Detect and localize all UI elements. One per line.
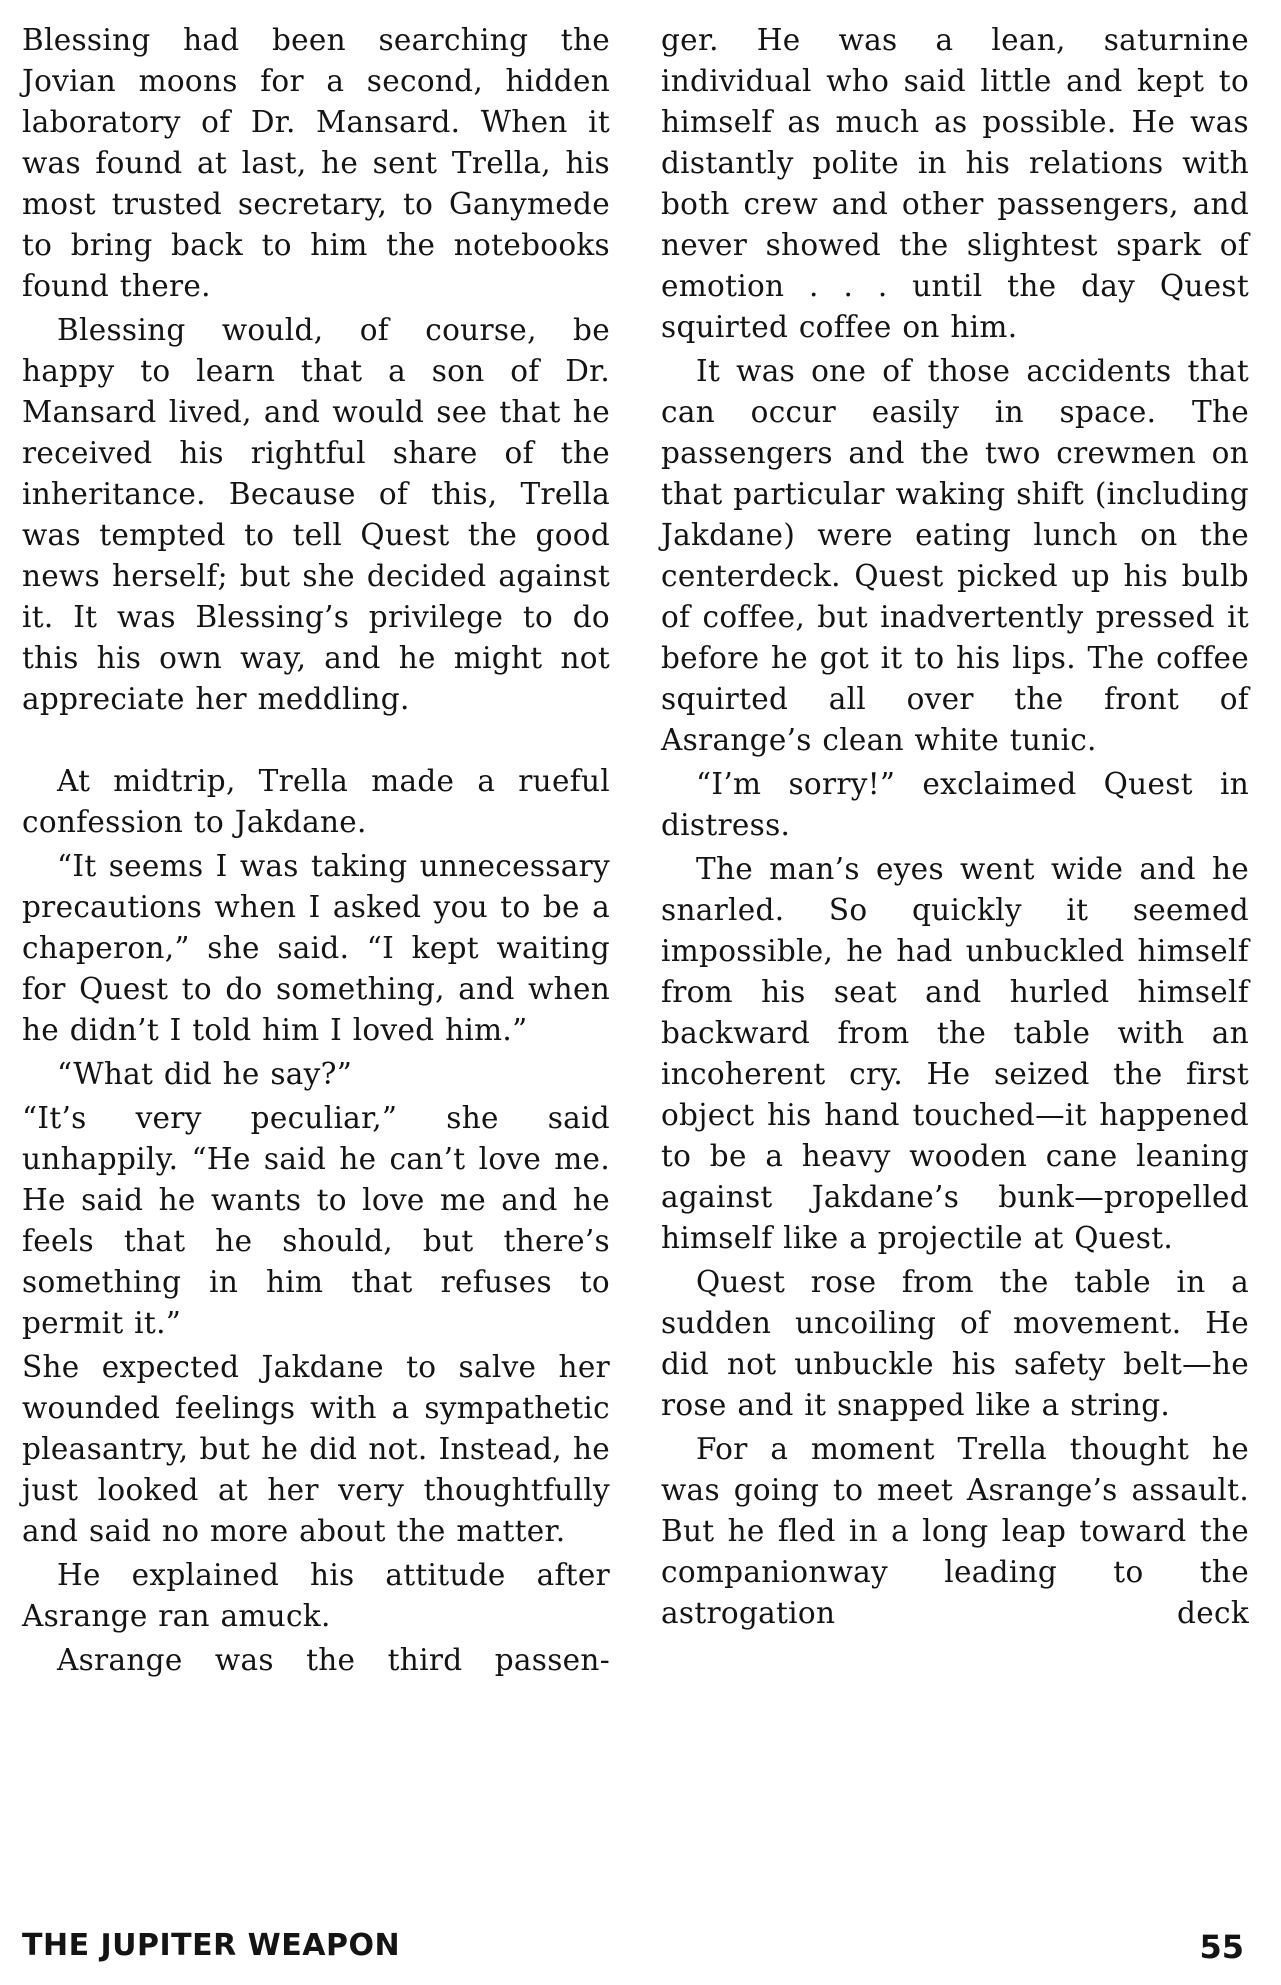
paragraph: Quest rose from the table in a sudden uncoiling of movement. He did not unbuckle his safety belt—he rose and it snapped like a string.: [661, 1265, 1249, 1422]
paragraph: “I’m sorry!” exclaimed Quest in distress.: [661, 767, 1249, 842]
paragraph: Asrange was the third passen-: [57, 1643, 610, 1677]
paragraph: Blessing would, of course, be happy to learn that a son of Dr. Mansard lived, and would see that he received his rightful share of the inheritance. Because of this, Trella was tempted to tell Quest the good news herself; but she decided against it. It was Blessing’s privilege to do this his own way, and he might not appreciate her meddling.: [22, 313, 610, 716]
paragraph: ger. He was a lean, saturnine individual who said little and kept to himself as much as possible. He was distantly polite in his relations with both crew and other passengers, and never showed the slightest spark of emotion . . . until the day Quest squirted coffee on him.: [661, 23, 1249, 344]
paragraph: Blessing had been searching the Jovian moons for a second, hidden laboratory of Dr. Mansard. When it was found at last, he sent Trella, his most trusted secretary, to Ganymede to bring back to him the notebooks found there.: [22, 23, 610, 303]
paragraph: At midtrip, Trella made a rueful confession to Jakdane.: [22, 764, 610, 839]
running-title: THE JUPITER WEAPON: [22, 1928, 401, 1963]
page-number: 55: [1199, 1928, 1244, 1966]
right-text-column: [661, 20, 1249, 1637]
paragraph: She expected Jakdane to salve her wounded feelings with a sympathetic pleasantry, but he did not. Instead, he just looked at her very thoughtfully and said no more about the matter.: [22, 1350, 610, 1548]
page-footer: [22, 1928, 1244, 1968]
paragraph: For a moment Trella thought he was going to meet Asrange’s assault. But he fled in a long leap toward the companionway leading to the astrogation deck: [661, 1432, 1249, 1630]
paragraph: It was one of those accidents that can occur easily in space. The passengers and the two crewmen on that particular waking shift (including Jakdane) were eating lunch on the centerdeck. Quest picked up his bulb of coffee, but inadvertently pressed it before he got it to his lips. The coffee squirted all over the front of Asrange’s clean white tunic.: [661, 354, 1249, 757]
paragraph: “It seems I was taking unnecessary precautions when I asked you to be a chaperon,” she said. “I kept waiting for Quest to do something, and when he didn’t I told him I loved him.”: [22, 849, 610, 1047]
paragraph: “What did he say?”: [57, 1057, 353, 1091]
paragraph: He explained his attitude after Asrange ran amuck.: [22, 1558, 610, 1633]
paragraph: The man’s eyes went wide and he snarled. So quickly it seemed impossible, he had unbuckled himself from his seat and hurled himself backward from the table with an incoherent cry. He seized the first object his hand touched—it happened to be a heavy wooden cane leaning against Jakdane’s bunk—propelled himself like a projectile at Quest.: [661, 852, 1249, 1255]
left-text-column: [22, 20, 610, 1684]
paragraph: “It’s very peculiar,” she said unhappily. “He said he can’t love me. He said he wants to love me and he feels that he should, but there’s something in him that refuses to permit it.”: [22, 1101, 610, 1340]
